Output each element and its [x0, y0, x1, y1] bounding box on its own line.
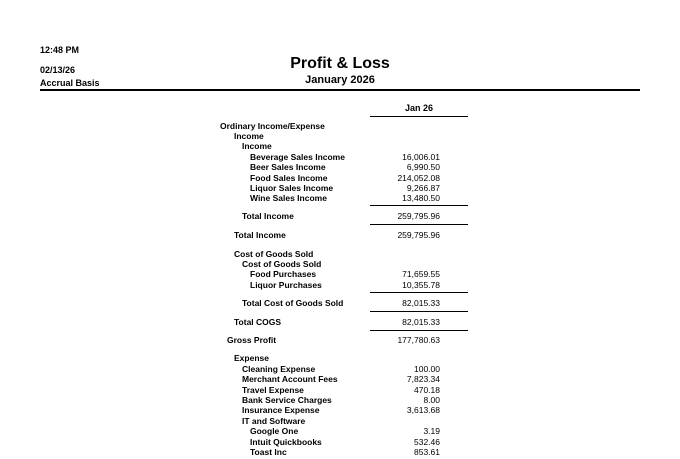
row-value: 259,795.96: [397, 211, 440, 221]
row-toast-inc: [0, 447, 680, 458]
row-label: Wine Sales Income: [250, 193, 327, 203]
row-label: Bank Service Charges: [242, 395, 332, 405]
report-time: 12:48 PM: [40, 45, 80, 55]
row-value: 16,006.01: [402, 152, 440, 162]
row-label: Google One: [250, 426, 299, 436]
row-label: Intuit Quickbooks: [250, 437, 322, 447]
row-value: 3,613.68: [406, 405, 440, 415]
row-total-cost-of-goods-sold: [0, 298, 680, 309]
row-label: Liquor Sales Income: [250, 183, 334, 193]
row-value: 259,795.96: [397, 230, 440, 240]
row-value: 10,355.78: [402, 280, 440, 290]
subsection-income: [0, 141, 680, 152]
row-label: Ordinary Income/Expense: [220, 121, 325, 131]
row-label: Total Income: [234, 230, 286, 240]
report-period: January 2026: [305, 74, 375, 86]
row-value: 71,659.55: [402, 269, 440, 279]
row-label: Toast Inc: [250, 447, 287, 457]
row-label: IT and Software: [242, 416, 306, 426]
row-value: 532.46: [414, 437, 440, 447]
row-label: Total Cost of Goods Sold: [242, 298, 344, 308]
row-value: 470.18: [414, 385, 440, 395]
column-header: Jan 26: [404, 103, 434, 113]
row-value: 853.61: [414, 447, 440, 457]
row-gross-profit: [0, 335, 680, 346]
row-value: 214,052.08: [397, 173, 440, 183]
row-liquor-purchases: [0, 280, 680, 291]
row-value: 8.00: [423, 395, 440, 405]
row-google-one: [0, 426, 680, 437]
row-total-income: [0, 230, 680, 241]
row-value: 3.19: [423, 426, 440, 436]
row-insurance-expense: [0, 405, 680, 416]
row-value: 177,780.63: [397, 335, 440, 345]
report-date: 02/13/26: [40, 65, 76, 75]
report-title: Profit & Loss: [290, 55, 390, 72]
row-label: Cost of Goods Sold: [242, 259, 322, 269]
row-label: Total COGS: [234, 317, 282, 327]
row-label: Gross Profit: [227, 335, 277, 345]
row-label: Total Income: [242, 211, 294, 221]
row-label: Cost of Goods Sold: [234, 249, 314, 259]
row-label: Income: [242, 141, 272, 151]
row-food-purchases: [0, 269, 680, 280]
row-label: Beer Sales Income: [250, 162, 326, 172]
row-label: Liquor Purchases: [250, 280, 322, 290]
row-value: 100.00: [414, 364, 440, 374]
row-value: 7,823.34: [406, 374, 440, 384]
row-value: 9,266.87: [406, 183, 440, 193]
row-label: Income: [234, 131, 264, 141]
row-value: 6,990.50: [406, 162, 440, 172]
subtotal-rule: [370, 205, 468, 206]
row-label: Insurance Expense: [242, 405, 320, 415]
row-value: 82,015.33: [402, 317, 440, 327]
report-basis: Accrual Basis: [40, 78, 100, 88]
row-label: Food Sales Income: [250, 173, 328, 183]
section-expense: [0, 353, 680, 364]
total-rule: [370, 311, 468, 312]
row-value: 13,480.50: [402, 193, 440, 203]
row-merchant-account-fees: [0, 374, 680, 385]
row-label: Cleaning Expense: [242, 364, 316, 374]
row-label: Expense: [234, 353, 269, 363]
row-label: Merchant Account Fees: [242, 374, 338, 384]
row-label: Beverage Sales Income: [250, 152, 345, 162]
row-wine-sales-income: [0, 193, 680, 204]
row-value: 82,015.33: [402, 298, 440, 308]
row-label: Food Purchases: [250, 269, 317, 279]
subtotal-rule: [370, 292, 468, 293]
total-rule: [370, 330, 468, 331]
row-label: Travel Expense: [242, 385, 304, 395]
row-total-cogs: [0, 317, 680, 328]
column-header-rule: [370, 116, 468, 117]
total-rule: [370, 224, 468, 225]
header-rule: [40, 89, 640, 91]
row-beer-sales-income: [0, 162, 680, 173]
row-total-income-sub: [0, 211, 680, 222]
